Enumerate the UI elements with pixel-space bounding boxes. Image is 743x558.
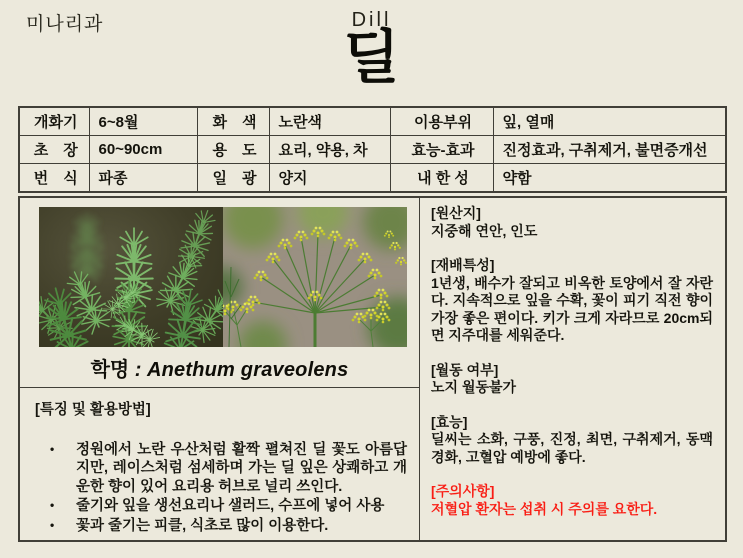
page-title: 딜	[343, 25, 400, 90]
efficacy-section	[431, 414, 713, 467]
spec-value: 60~90cm	[89, 136, 197, 164]
caution-section	[431, 483, 713, 518]
table-row	[19, 107, 726, 136]
list-item: • 줄기와 잎을 생선요리나 샐러드, 수프에 넣어 사용	[76, 497, 407, 516]
features-heading: [특징 및 활용방법]	[35, 402, 151, 418]
spec-label: 개화기	[19, 107, 89, 136]
main-content	[18, 196, 727, 542]
spec-label: 효능-효과	[390, 136, 493, 164]
dill-foliage-photo	[39, 207, 223, 347]
spec-value: 6~8월	[89, 107, 197, 136]
scientific-name-label: 학명	[90, 359, 130, 381]
section-heading: [재배특성]	[431, 257, 495, 273]
section-heading: [주의사항]	[431, 483, 495, 499]
spec-label: 일 광	[197, 164, 269, 193]
plant-name-english: Dill	[351, 9, 392, 31]
list-item: • 꽃과 줄기는 피클, 식초로 많이 이용한다.	[76, 517, 407, 536]
spec-label: 용 도	[197, 136, 269, 164]
photo-cell	[20, 198, 420, 388]
features-list	[35, 441, 409, 536]
spec-value: 노란색	[269, 107, 390, 136]
spec-value: 요리, 약용, 차	[269, 136, 390, 164]
spec-label: 내 한 성	[390, 164, 493, 193]
scientific-name-separator: :	[129, 359, 147, 381]
section-body: 지중해 연안, 인도	[431, 222, 538, 239]
spec-label: 초 장	[19, 136, 89, 164]
table-row	[19, 136, 726, 164]
section-heading: [효능]	[431, 413, 468, 430]
list-item: • 정원에서 노란 우산처럼 활짝 펼쳐진 딜 꽃도 아름답지만, 레이스처럼 섬세하며 가는 딜 잎은 상쾌하고 개운한 향이 있어 요리용 허브로 널리 쓰인다.	[76, 441, 407, 497]
features-cell	[20, 388, 420, 540]
spec-value: 진정효과, 구취제거, 불면증개선	[493, 136, 726, 164]
details-cell	[420, 198, 725, 540]
wintering-section	[431, 362, 713, 397]
scientific-name	[20, 353, 419, 382]
section-body: 1년생, 배수가 잘되고 비옥한 토양에서 잘 자란다. 지속적으로 잎을 수확, 꽃이 피기 직전 향이 가장 좋은 편이다. 키가 크게 자라므로 20cm되면 지주대를 세워준다.	[431, 274, 713, 343]
photo-pair	[39, 207, 419, 347]
spec-label: 이용부위	[390, 107, 493, 136]
spec-value: 파종	[89, 164, 197, 193]
section-heading: [원산지]	[431, 205, 481, 221]
plant-family-label: 미나리과	[26, 14, 104, 35]
origin-section	[431, 205, 713, 240]
spec-value: 잎, 열매	[493, 107, 726, 136]
scientific-name-latin: Anethum graveolens	[146, 359, 349, 381]
spec-label: 화 색	[197, 107, 269, 136]
cultivation-section	[431, 257, 713, 345]
plant-spec-table	[18, 106, 727, 193]
section-body: 노지 월동불가	[431, 379, 517, 395]
spec-value: 양지	[269, 164, 390, 193]
section-body: 저혈압 환자는 섭취 시 주의를 요한다.	[431, 500, 658, 517]
spec-value: 약함	[493, 164, 726, 193]
table-row	[19, 164, 726, 193]
spec-label: 번 식	[19, 164, 89, 193]
section-heading: [월동 여부]	[431, 361, 499, 378]
dill-flower-photo	[223, 207, 407, 347]
section-body: 딜씨는 소화, 구풍, 진정, 최면, 구취제거, 동맥경화, 고혈압 예방에 좋다.	[431, 431, 713, 465]
